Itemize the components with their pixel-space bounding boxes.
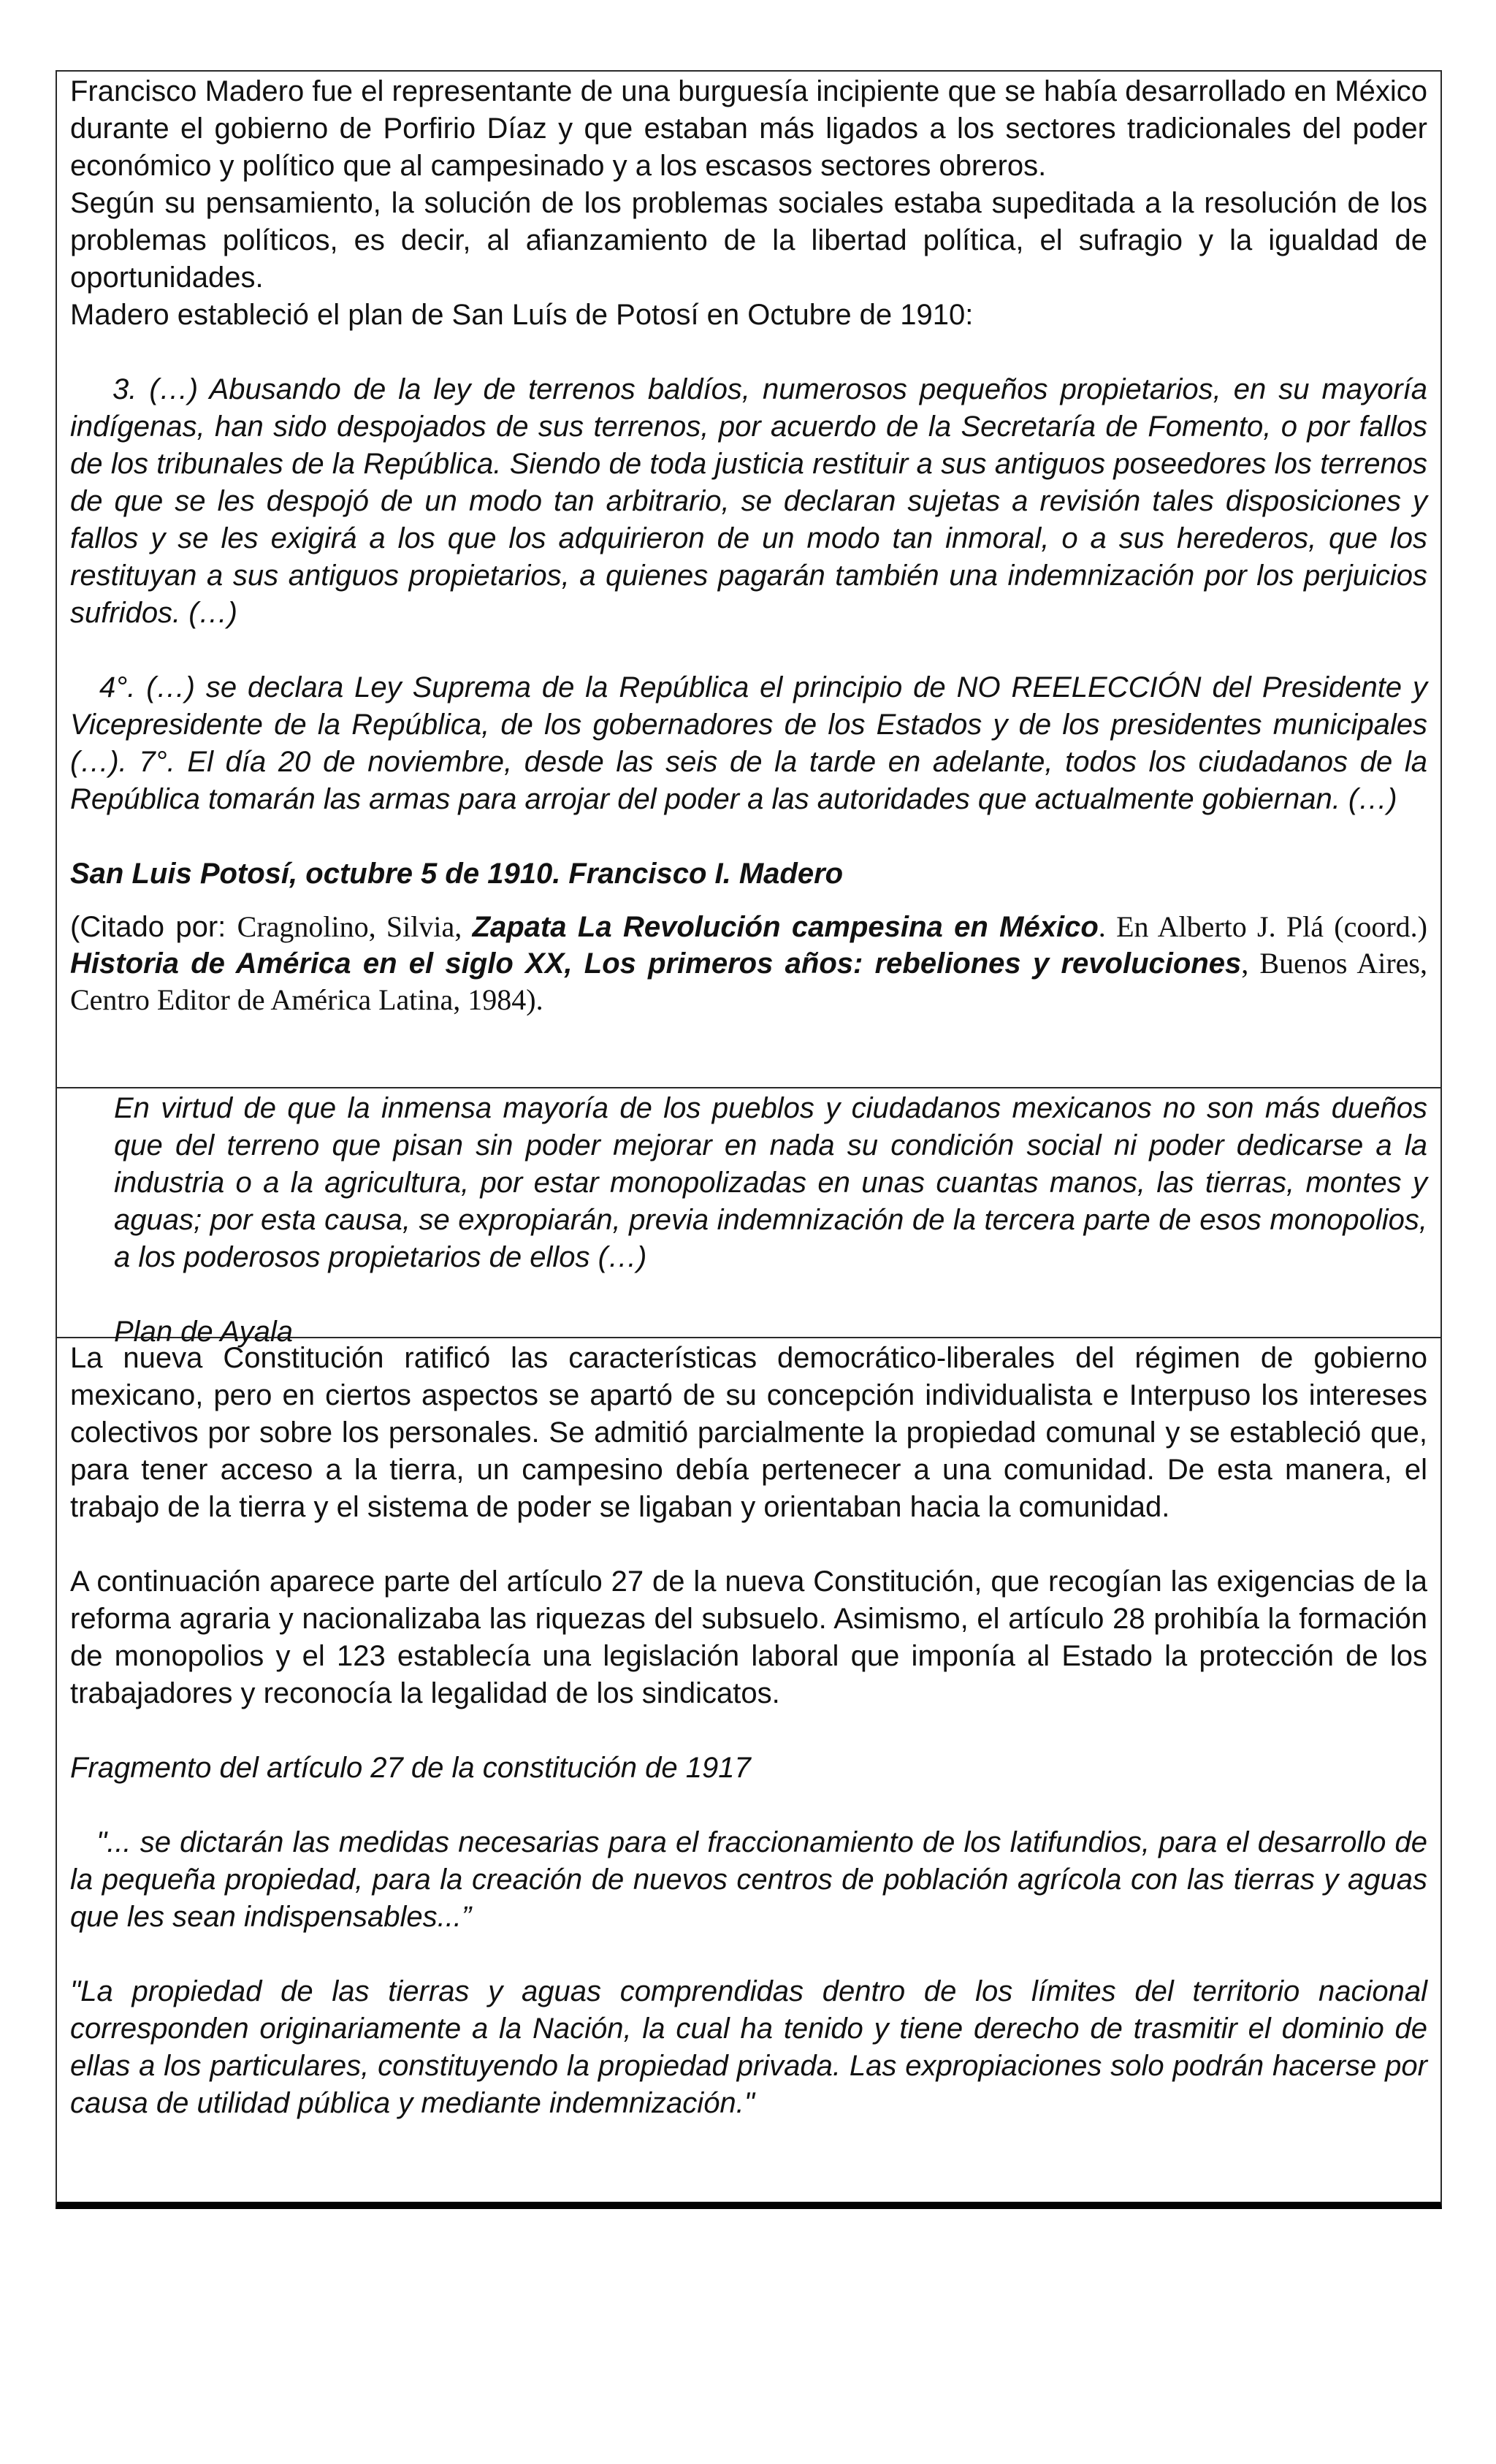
ayala-quote: En virtud de que la inmensa mayoría de los pueblos y ciudadanos mexicanos no son más dueños que del terreno que pisan sin poder mejorar en nada su condición social ni poder dedicarse a la industria o a la agricultura, por estar monopolizadas en unas cuantas manos, las tierras, montes y aguas; por esta causa, se expropiarán, previa indemnización de la tercera parte de esos monopolios, a los poderosos propietarios de ellos (…) — [114, 1092, 1427, 1273]
article-intro-paragraph: A continuación aparece parte del artículo 27 de la nueva Constitución, que recogían las exigencias de la reforma agraria y nacionalizaba las riquezas del subsuelo. Asimismo, el artículo 28 prohibía la formación de monopolios y el 123 establecía una legislación laboral que imponía al Estado la protección de los trabajadores y reconocía la legalidad de los sindicatos. — [70, 1565, 1427, 1709]
ayala-source: Plan de Ayala — [114, 1316, 293, 1348]
citation-editor: . En Alberto J. Plá (coord.) — [1098, 910, 1428, 943]
plan-intro-paragraph: Madero estableció el plan de San Luís de Potosí en Octubre de 1910: — [70, 299, 974, 331]
ayala-section — [57, 1088, 1440, 1348]
citation-open: (Citado por: — [70, 911, 237, 943]
plan-signature: San Luis Potosí, octubre 5 de 1910. Francisco I. Madero — [70, 858, 844, 890]
plan-article-3-quote: 3. (…) Abusando de la ley de terrenos baldíos, numerosos pequeños propietarios, en su mayoría indígenas, han sido despojados de sus terrenos, por acuerdo de la Secretaría de Fomento, o por fallos de los tribunales de la República. Siendo de toda justicia restituir a sus antiguos poseedores los terrenos de que se les despojó de un modo tan arbitrario, se declaran sujetas a revisión tales disposiciones y fallos y se les exigirá a los que los adquirieron de un modo tan inmoral, o a sus herederos, que los restituyan a sus antiguos propietarios, a quienes pagarán también una indemnización por los perjuicios sufridos. (…) — [70, 373, 1427, 629]
madero-intro-paragraph: Francisco Madero fue el representante de una burguesía incipiente que se había desarrollado en México durante el gobierno de Porfirio Díaz y que estaban más ligados a los sectores tradicionales del poder económico y político que al campesinado y a los escasos sectores obreros. — [70, 75, 1427, 182]
citation — [70, 909, 1427, 1018]
citation-work-title: Zapata La Revolución campesina en México — [472, 911, 1099, 943]
madero-thought-paragraph: Según su pensamiento, la solución de los problemas sociales estaba supeditada a la resolución de los problemas políticos, es decir, al afianzamiento de la libertad política, el sufragio y la igualdad de oportunidades. — [70, 187, 1427, 294]
fragment-title: Fragmento del artículo 27 de la constitución de 1917 — [70, 1752, 751, 1784]
article-27-quote-1: "... se dictarán las medidas necesarias para el fraccionamiento de los latifundios, para el desarrollo de la pequeña propiedad, para la creación de nuevos centros de población agrícola con las tierras y aguas que les sean indispensables...” — [70, 1826, 1427, 1933]
article-27-quote-2: "La propiedad de las tierras y aguas comprendidas dentro de los límites del territorio nacional corresponden originariamente a la Nación, la cual ha tenido y tiene derecho de trasmitir el dominio de ellas a los particulares, constituyendo la propiedad privada. Las expropiaciones solo podrán hacerse por causa de utilidad pública y mediante indemnización." — [70, 1975, 1427, 2119]
document-table — [56, 70, 1442, 2209]
constitution-paragraph: La nueva Constitución ratificó las características democrático-liberales del régimen de gobierno mexicano, pero en ciertos aspectos se apartó de su concepción individualista e Interpuso los intereses colectivos por sobre los personales. Se admitió parcialmente la propiedad comunal y se estableció que, para tener acceso a la tierra, un campesino debía pertenecer a una comunidad. De esta manera, el trabajo de la tierra y el sistema de poder se ligaban y orientaban hacia la comunidad. — [70, 1342, 1427, 1523]
citation-book-title: Historia de América en el siglo XX, Los primeros años: rebeliones y revoluciones — [70, 947, 1242, 980]
plan-article-4-quote: 4°. (…) se declara Ley Suprema de la República el principio de NO REELECCIÓN del Presidente y Vicepresidente de la República, de los gobernadores de los Estados y de los presidentes municipales (…). 7°. El día 20 de noviembre, desde las seis de la tarde en adelante, todos los ciudadanos de la República tomarán las armas para arrojar del poder a las autoridades que actualmente gobiernan. (…) — [70, 671, 1427, 815]
madero-section — [57, 72, 1440, 1088]
citation-publisher: , Buenos Aires, Centro Editor de América Latina, 1984). — [70, 947, 1427, 1016]
citation-author: Cragnolino, Silvia, — [237, 910, 473, 943]
constitution-section — [57, 1338, 1440, 2202]
